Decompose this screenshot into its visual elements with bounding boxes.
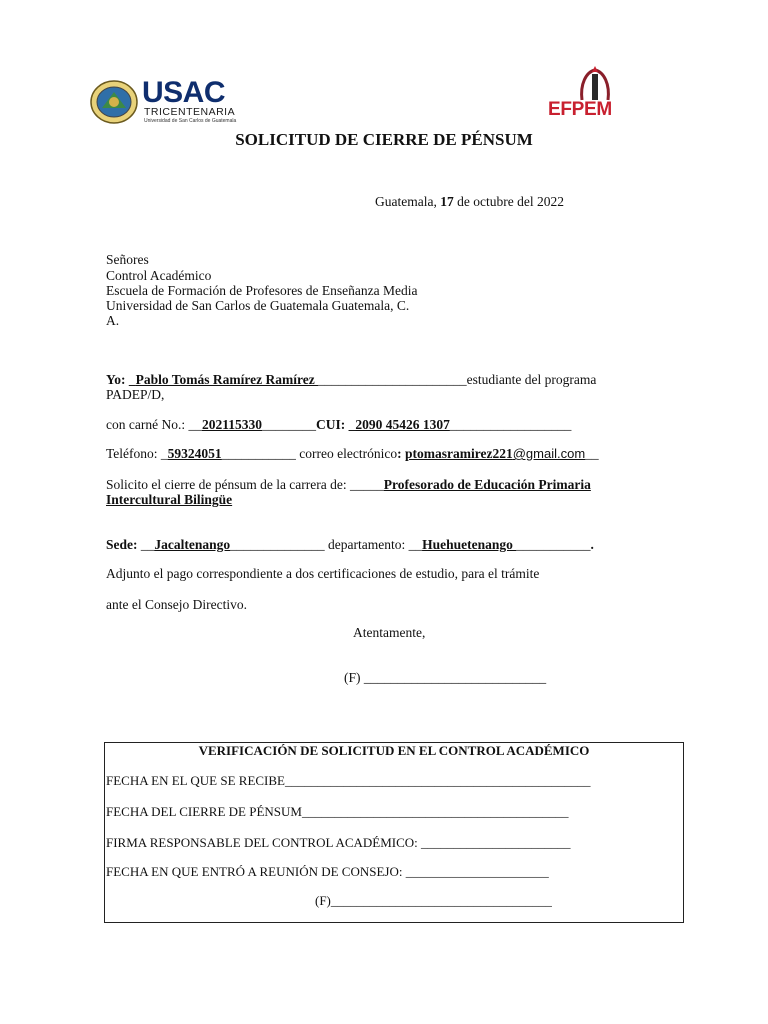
career-name-1: Profesorado de Educación Primaria [383, 477, 591, 492]
document-title: SOLICITUD DE CIERRE DE PÉNSUM [235, 130, 533, 149]
recipient-line-1: Señores [106, 252, 149, 267]
career-line-1: Solicito el cierre de pénsum de la carrera de: _____Profesorado de Educación Primaria [106, 477, 591, 492]
verification-responsible-signature: FIRMA RESPONSABLE DEL CONTROL ACADÉMICO: _______________________ [106, 835, 571, 850]
usac-subtitle: TRICENTENARIA [144, 106, 236, 118]
sede-name: Jacaltenango [154, 537, 231, 552]
closing: Atentamente, [353, 625, 426, 640]
verification-council-date: FECHA EN QUE ENTRÓ A REUNIÓN DE CONSEJO: ______________________ [106, 864, 549, 879]
student-name-line: Yo: _Pablo Tomás Ramírez Ramírez ______________________estudiante del programa [106, 372, 597, 387]
date-line: Guatemala, 17 de octubre del 2022 [375, 194, 564, 209]
verification-title: VERIFICACIÓN DE SOLICITUD EN EL CONTROL ACADÉMICO [198, 743, 590, 758]
verification-received-date: FECHA EN EL QUE SE RECIBE_______________________________________________ [106, 773, 591, 788]
attachment-line-2: ante el Consejo Directivo. [106, 597, 247, 612]
sede-line: Sede: __Jacaltenango______________ departamento: __Huehuetenango ___________. [106, 537, 594, 552]
career-name-2: Intercultural Bilingüe [106, 492, 233, 507]
program-line: PADEP/D, [106, 387, 165, 402]
date-day: 17 [440, 194, 454, 209]
usac-wordmark: USAC [142, 76, 226, 109]
usac-university-name: Universidad de San Carlos de Guatemala [144, 118, 237, 124]
department-name: Huehuetenango [422, 537, 517, 552]
phone-email-line: Teléfono: _59324051___________ correo electrónico: ptomasramirez221@gmail.com__ [106, 446, 599, 461]
cui-number: 2090 45426 1307 [355, 417, 450, 432]
carne-line: con carné No.: __202115330________CUI: _2090 45426 1307__________________ [106, 417, 572, 432]
recipient-line-2: Control Académico [106, 268, 212, 283]
efpem-column-icon [578, 66, 612, 102]
email-address: ptomasramirez221@gmail.com [405, 446, 586, 461]
recipient-line-5: A. [106, 313, 120, 328]
verification-signature: (F)__________________________________ [315, 893, 552, 908]
attachment-line-1: Adjunto el pago correspondiente a dos certificaciones de estudio, para el trámite [106, 566, 540, 581]
verification-box [104, 742, 684, 923]
signature-line: (F) ___________________________ [344, 670, 547, 685]
carne-number: 202115330 [201, 417, 262, 432]
usac-logo [90, 78, 250, 126]
verification-closing-date: FECHA DEL CIERRE DE PÉNSUM_________________________________________ [106, 804, 569, 819]
efpem-wordmark: EFPEM [548, 99, 612, 120]
phone-number: 59324051 [167, 446, 222, 461]
student-name: Pablo Tomás Ramírez Ramírez [135, 372, 319, 387]
usac-seal-icon [90, 80, 138, 124]
recipient-line-3: Escuela de Formación de Profesores de Enseñanza Media [106, 283, 418, 298]
efpem-logo [540, 66, 650, 128]
recipient-line-4: Universidad de San Carlos de Guatemala Guatemala, C. [106, 298, 410, 313]
